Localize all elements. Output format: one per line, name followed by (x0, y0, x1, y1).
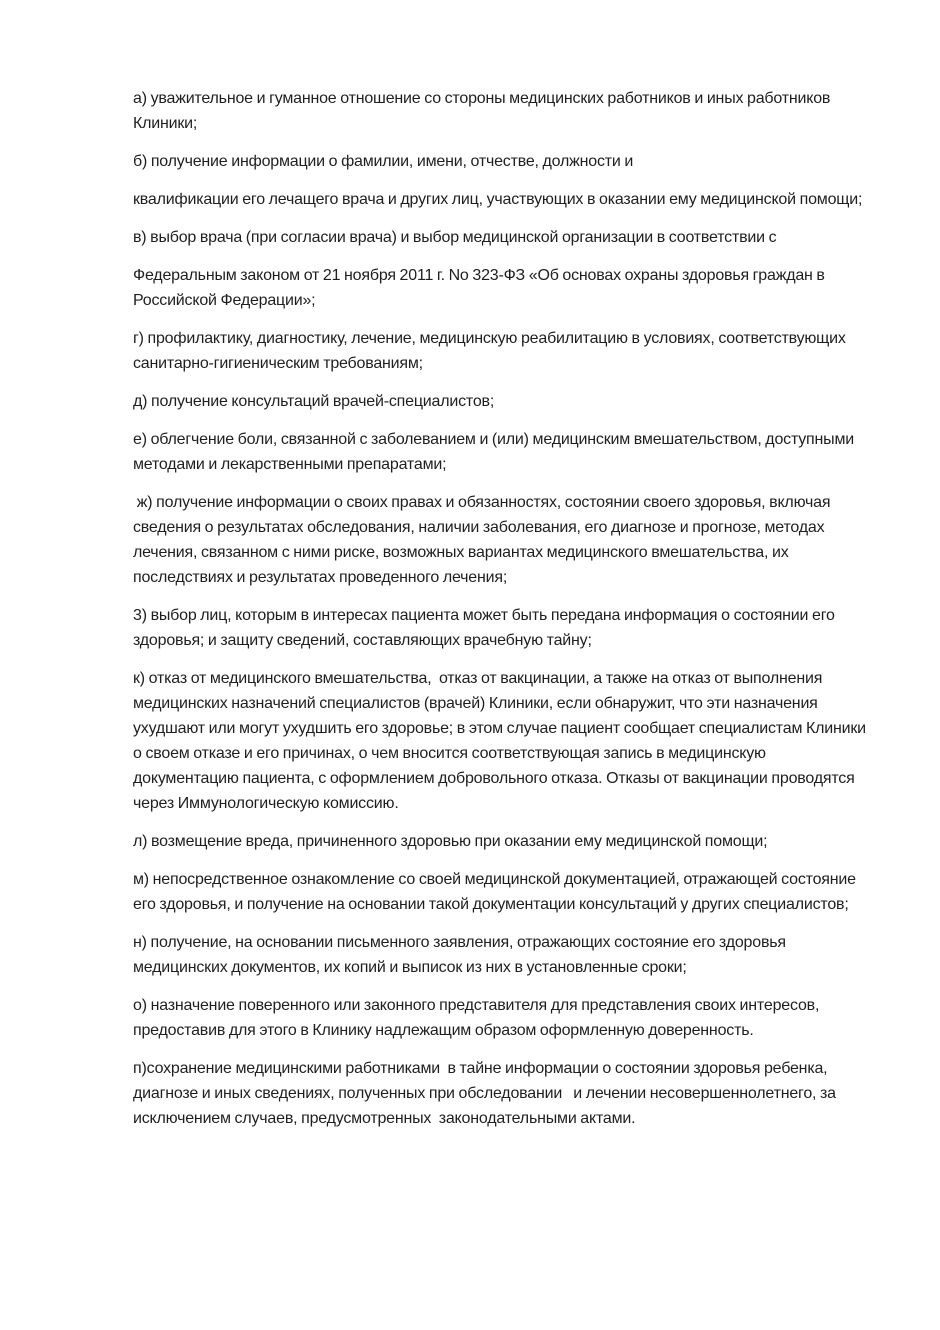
paragraph-o: о) назначение поверенного или законного представителя для представления своих интересов, предоставив для этого в Клинику надлежащим образом оформленную доверенность. (133, 997, 823, 1039)
paragraph-d: д) получение консультаций врачей-специалистов; (133, 393, 495, 410)
document-body (133, 86, 870, 1144)
paragraph-n: н) получение, на основании письменного заявления, отражающих состояние его здоровья медицинских документов, их копий и выписок из них в установленные сроки; (133, 934, 790, 976)
paragraph-a: а) уважительное и гуманное отношение со стороны медицинских работников и иных работников Клиники; (133, 90, 834, 132)
paragraph-zh: ж) получение информации о своих правах и обязанностях, состоянии своего здоровья, включая сведения о результатах обследования, наличии заболевания, его диагнозе и прогнозе, методах лечения, связанном с ними риске, возможных вариантах медицинского вмешательства, их последствиях и результатах проведенного лечения; (133, 494, 835, 586)
paragraph-l: л) возмещение вреда, причиненного здоровью при оказании ему медицинской помощи; (133, 833, 768, 850)
paragraph-z: 3) выбор лиц, которым в интересах пациента может быть передана информация о состоянии его здоровья; и защиту сведений, составляющих врачебную тайну; (133, 607, 839, 649)
paragraph-p: п)сохранение медицинскими работниками в тайне информации о состоянии здоровья ребенка, диагнозе и иных сведениях, полученных при обследовании и лечении несовершеннолетнего, за исключением случаев, предусмотренных законодательными актами. (133, 1060, 840, 1127)
paragraph-v: в) выбор врача (при согласии врача) и выбор медицинской организации в соответствии с (133, 229, 777, 246)
paragraph-m: м) непосредственное ознакомление со своей медицинской документацией, отражающей состояние его здоровья, и получение на основании такой документации консультаций у других специалистов; (133, 871, 860, 913)
paragraph-b-continued: квалификации его лечащего врача и других лиц, участвующих в оказании ему медицинской помощи; (133, 191, 863, 208)
paragraph-g: г) профилактику, диагностику, лечение, медицинскую реабилитацию в условиях, соответствующих санитарно-гигиеническим требованиям; (133, 330, 850, 372)
paragraph-b: б) получение информации о фамилии, имени, отчестве, должности и (133, 153, 634, 170)
paragraph-v-continued: Федеральным законом от 21 ноября 2011 г. No 323-ФЗ «Об основах охраны здоровья граждан в Российской Федерации»; (133, 267, 829, 309)
paragraph-k: к) отказ от медицинского вмешательства, отказ от вакцинации, а также на отказ от выполнения медицинских назначений специалистов (врачей) Клиники, если обнаружит, что эти назначения ухудшают или могут ухудшить его здоровье; в этом случае пациент сообщает специалистам Клиники о своем отказе и его причинах, о чем вносится соответствующая запись в медицинскую документацию пациента, с оформлением добровольного отказа. Отказы от вакцинации проводятся через Иммунологическую комиссию. (133, 670, 870, 812)
paragraph-e: е) облегчение боли, связанной с заболеванием и (или) медицинским вмешательством, доступными методами и лекарственными препаратами; (133, 431, 858, 473)
